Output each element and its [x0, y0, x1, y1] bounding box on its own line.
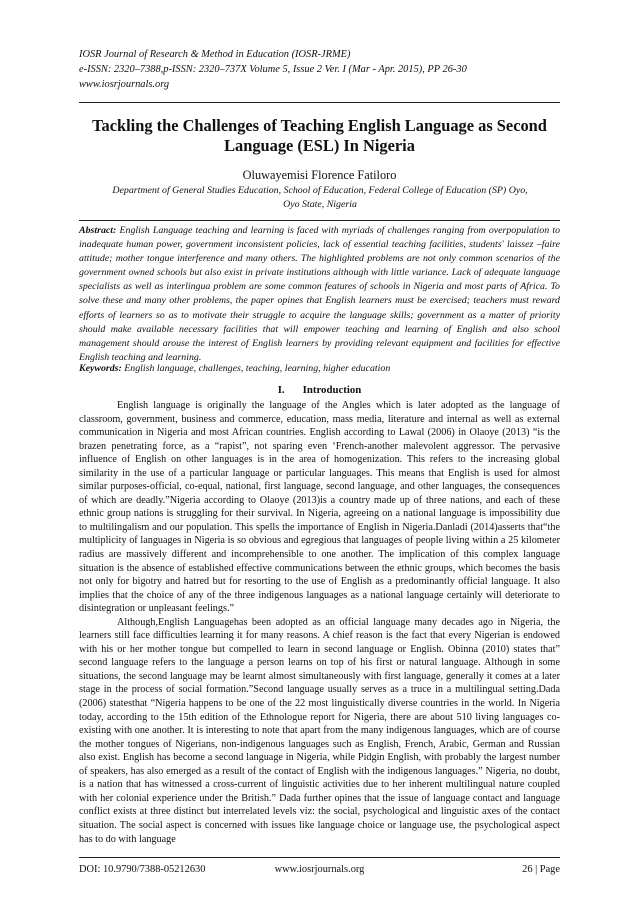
- journal-issn: e-ISSN: 2320–7388,p-ISSN: 2320–737X Volume 5, Issue 2 Ver. I (Mar - Apr. 2015), PP 26-30: [79, 64, 467, 75]
- section-number: I.: [277, 384, 285, 396]
- journal-name: IOSR Journal of Research & Method in Education (IOSR-JRME): [79, 49, 351, 60]
- footer-divider: [79, 857, 560, 858]
- author-name: Oluwayemisi Florence Fatiloro: [242, 168, 397, 182]
- paragraph: English language is originally the language of the Angles which is later adopted as the language of classroom, government, business and commerce, education, mass media, literature and internal as well as external communication in Nigeria and most African countries. English according to Lawal (2006) in Olaoye (2013) “is the brazen penetrating force, as a “rapist”, not sparing even ‘French-another malevolent aggressor. The pervasive influence of English on other languages is in the area of homogenization. This refers to the increasing global similarity in the use of a particular language or particular languages. This means that English is used for almost similar purposes-official, co-equal, national, first language, second language, and other languages, the consequences of which are deadly.”Nigeria according to Olaoye (2013)is a country made up of three nations, and each of these ethnic group nations is struggling for their survival. In Nigeria, agreeing on a national language is impossibility due to multilingalism and our population. This spells the importance of English in Nigeria.Danladi (2014)asserts that“the multiplicity of languages in Nigeria is so obvious and egregious that languages of people living within a 25 kilometer radius are massively different and incomprehensible to one another. The implication of this complex language situation is the absence of established effective communications between the ethnic groups, which becomes the basis not only for bigotry and hatred but for resorting to the use of English as a predominantly official language. It also implies that the choice of any of the three indigenous languages as a national language certainly will deteriorate to disintegration or unpleasant feelings.”: [79, 400, 560, 615]
- abstract: [79, 224, 560, 365]
- keywords: [79, 362, 560, 375]
- author-affiliation: Department of General Studies Education, School of Education, Federal College of Education (SP) Oyo, Oyo State, Nigeria: [112, 185, 528, 210]
- journal-header: [79, 47, 569, 92]
- paper-title: Tackling the Challenges of Teaching English Language as Second Language (ESL) In Nigeria: [92, 116, 547, 155]
- journal-website: www.iosrjournals.org: [79, 79, 170, 90]
- paragraph: Although,English Languagehas been adopted as an official language many decades ago in Nigeria, the learners still face difficulties learning it for many reasons. A chief reason is the fact that every Nigerian is endowed with his or her mother tongue but compelled to learn in second language or English. Obinna (2010) states that” second language refers to the language a person learns on top of his first or natural language. Although in some situations, the second language may be learnt almost simultaneously with first language, generally it comes at a later stage in the process of social formation.”Second language usually serves as a truce in a multilingual setting.Dada (2006) statesthat “Nigeria happens to be one of the 22 most linguistically diverse countries in the world. In Nigeria today, according to the 15th edition of the Ethnologue report for Nigeria, there are about 510 living languages co-existing with one another. It is interesting to note that apart from the many indigenous languages, which are of course the mother tongues of Nigerians, non-indigenous languages such as English, French, Arabic, German and Russian also exist. English has become a second language in Nigeria, while Pidgin English, with probably the largest number of speakers, has also emerged as a result of the contact of English with the indigenous languages.” Nigeria, no doubt, is a nation that has witnessed a cross-current of linguistic activities due to her inherent multilingual nature coupled with her colonial experience under the British.” Dada further opines that the issue of language contact and language conflict exists at three distinct but interrelated levels viz: the social, psychological and linguistic axes of the contact situation. The social aspect is concerned with issues like language choice or language use, the psychological aspect has to do with language: [79, 616, 560, 845]
- section-heading: [79, 383, 560, 397]
- header-divider: [79, 102, 560, 103]
- section-title: Introduction: [302, 384, 362, 396]
- abstract-label: Abstract:: [79, 225, 117, 236]
- abstract-divider: [79, 220, 560, 221]
- keywords-text: English language, challenges, teaching, learning, higher education: [124, 363, 391, 374]
- page-footer: [79, 862, 560, 878]
- abstract-text: English Language teaching and learning is faced with myriads of challenges ranging from overpopulation to inadequate human power, government inconsistent policies, lack of essential teaching facilities, students' laissez –faire attitude; mother tongue interference and many others. The highlighted problems are not only common scenarios of the government owned schools but also exist in private institutions although with little variance. Lack of adequate language specialists as well as interlingua problem are some common features of schools in Nigeria and most parts of Africa. To solve these and many other problems, the paper opines that English learners must be exercised; teachers must reward efforts of learners so as to motivate their struggle to acquire the language skills; government as a matter of priority should make available necessary facilities that will empower teaching and learning of English and also school management should arouse the interest of English learners by providing relevant equipment and facilities for effective English teaching and learning.: [79, 225, 561, 363]
- footer-website: www.iosrjournals.org: [274, 864, 365, 875]
- body-text: [79, 399, 560, 846]
- keywords-label: Keywords:: [79, 363, 122, 374]
- footer-doi: DOI: 10.9790/7388-05212630: [79, 864, 206, 875]
- footer-page-number: 26 | Page: [522, 864, 560, 875]
